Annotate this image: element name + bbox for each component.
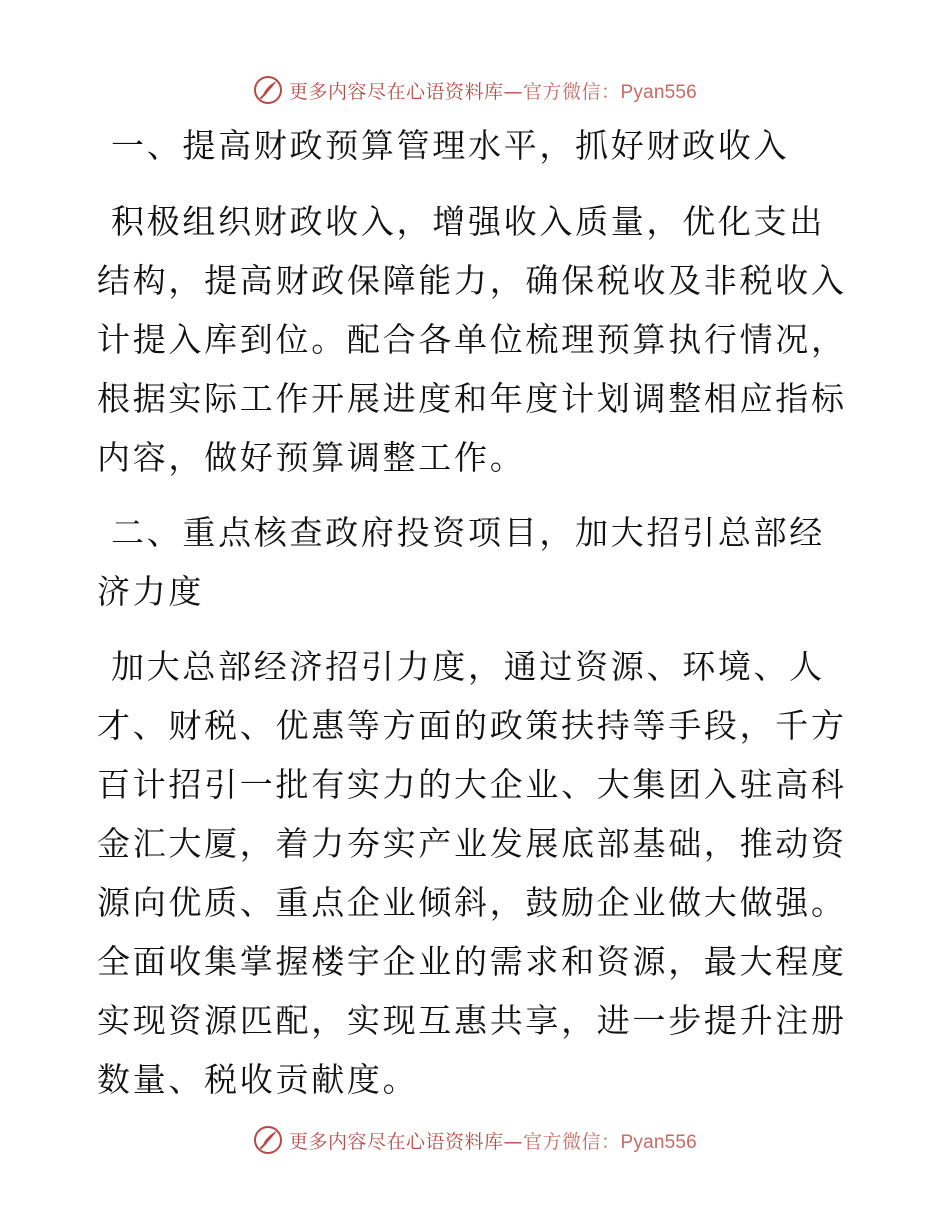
section-2-paragraph: 加大总部经济招引力度，通过资源、环境、人才、财税、优惠等方面的政策扶持等手段，千方百计招引一批有实力的大企业、大集团入驻高科金汇大厦，着力夯实产业发展底部基础，推动资源向优质、重点企业倾斜，鼓励企业做大做强。全面收集掌握楼宇企业的需求和资源，最大程度实现资源匹配，实现互惠共享，进一步提升注册数量、税收贡献度。: [97, 647, 847, 1099]
watermark-wechat-id: Pyan556: [620, 1131, 697, 1153]
watermark-dash: —: [503, 1130, 524, 1153]
watermark-site-text: 更多内容尽在心语资料库: [289, 1130, 504, 1153]
quill-logo-icon: [253, 1125, 283, 1155]
section-1-paragraph: 积极组织财政收入，增强收入质量，优化支出结构，提高财政保障能力，确保税收及非税收入计提入库到位。配合各单位梳理预算执行情况，根据实际工作开展进度和年度计划调整相应指标内容，做好预算调整工作。: [97, 202, 847, 477]
watermark-text: [289, 77, 697, 104]
header-watermark: [0, 70, 950, 110]
watermark-wechat-label: 官方微信：: [523, 1130, 621, 1153]
watermark-text: [289, 1127, 697, 1154]
watermark-wechat-label: 官方微信：: [523, 80, 621, 103]
quill-logo-icon: [253, 75, 283, 105]
document-body: [97, 116, 857, 1109]
section-2-heading: 二、重点核查政府投资项目，加大招引总部经济力度: [97, 513, 825, 611]
watermark-site-text: 更多内容尽在心语资料库: [289, 80, 504, 103]
footer-watermark: [0, 1120, 950, 1160]
watermark-wechat-id: Pyan556: [620, 81, 697, 103]
watermark-dash: —: [503, 80, 524, 103]
section-1-heading: 一、提高财政预算管理水平，抓好财政收入: [111, 126, 790, 165]
